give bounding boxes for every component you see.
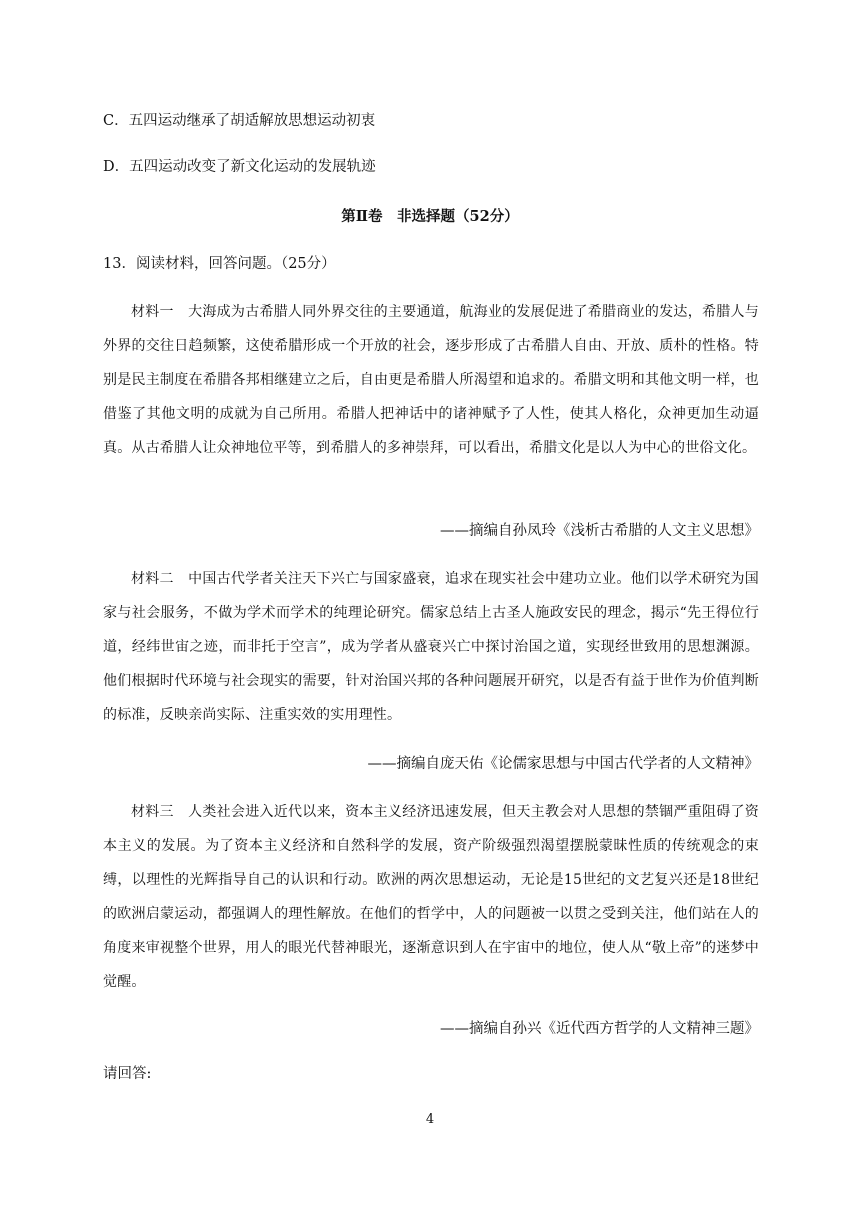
material-1-text: 材料一 大海成为古希腊人同外界交往的主要通道，航海业的发展促进了希腊商业的发达，希腊人与外界的交往日趋频繁，这使希腊形成一个开放的社会，逐步形成了古希腊人自由、开放、质朴的性格。特别是民主制度在希腊各邦相继建立之后，自由更是希腊人所渴望和追求的。希腊文明和其他文明一样，也借鉴了其他文明的成就为自己所用。希腊人把神话中的诸神赋予了人性，使其人格化，众神更加生动逼真。从古希腊人让众神地位平等，到希腊人的多神崇拜，可以看出，希腊文化是以人为中心的世俗文化。: [103, 304, 759, 456]
option-c: C．五四运动继承了胡适解放思想运动初衷: [103, 113, 376, 129]
material-2-source: ——摘编自庞天佑《论儒家思想与中国古代学者的人文精神》: [367, 756, 759, 772]
material-1-source: ——摘编自孙凤玲《浅析古希腊的人文主义思想》: [440, 523, 759, 539]
page-number: 4: [425, 1112, 435, 1127]
answer-prompt: 请回答:: [103, 1066, 152, 1082]
material-2-text: 材料二 中国古代学者关注天下兴亡与国家盛衰，追求在现实社会中建功立业。他们以学术研究为国家与社会服务，不做为学术而学术的纯理论研究。儒家总结上古圣人施政安民的理念，揭示“先王得位行道，经纬世宙之迹，而非托于空言”，成为学者从盛衰兴亡中探讨治国之道，实现经世致用的思想渊源。他们根据时代环境与社会现实的需要，针对治国兴邦的各种问题展开研究，以是否有益于世作为价值判断的标准，反映亲尚实际、注重实效的实用理性。: [103, 571, 759, 723]
question-13: 13．阅读材料，回答问题。（25分）: [103, 256, 336, 272]
material-3-text: 材料三 人类社会进入近代以来，资本主义经济迅速发展，但天主教会对人思想的禁锢严重阻碍了资本主义的发展。为了资本主义经济和自然科学的发展，资产阶级强烈渴望摆脱蒙昧性质的传统观念的束缚，以理性的光辉指导自己的认识和行动。欧洲的两次思想运动，无论是15世纪的文艺复兴还是18世纪的欧洲启蒙运动，都强调人的理性解放。在他们的哲学中，人的问题被一以贯之受到关注，他们站在人的角度来审视整个世界，用人的眼光代替神眼光，逐渐意识到人在宇宙中的地位，使人从“敬上帝”的迷梦中觉醒。: [103, 804, 759, 990]
section-title: 第Ⅱ卷 非选择题（52分）: [341, 208, 519, 225]
material-3-source: ——摘编自孙兴《近代西方哲学的人文精神三题》: [440, 1021, 759, 1037]
option-d: D．五四运动改变了新文化运动的发展轨迹: [103, 159, 376, 175]
